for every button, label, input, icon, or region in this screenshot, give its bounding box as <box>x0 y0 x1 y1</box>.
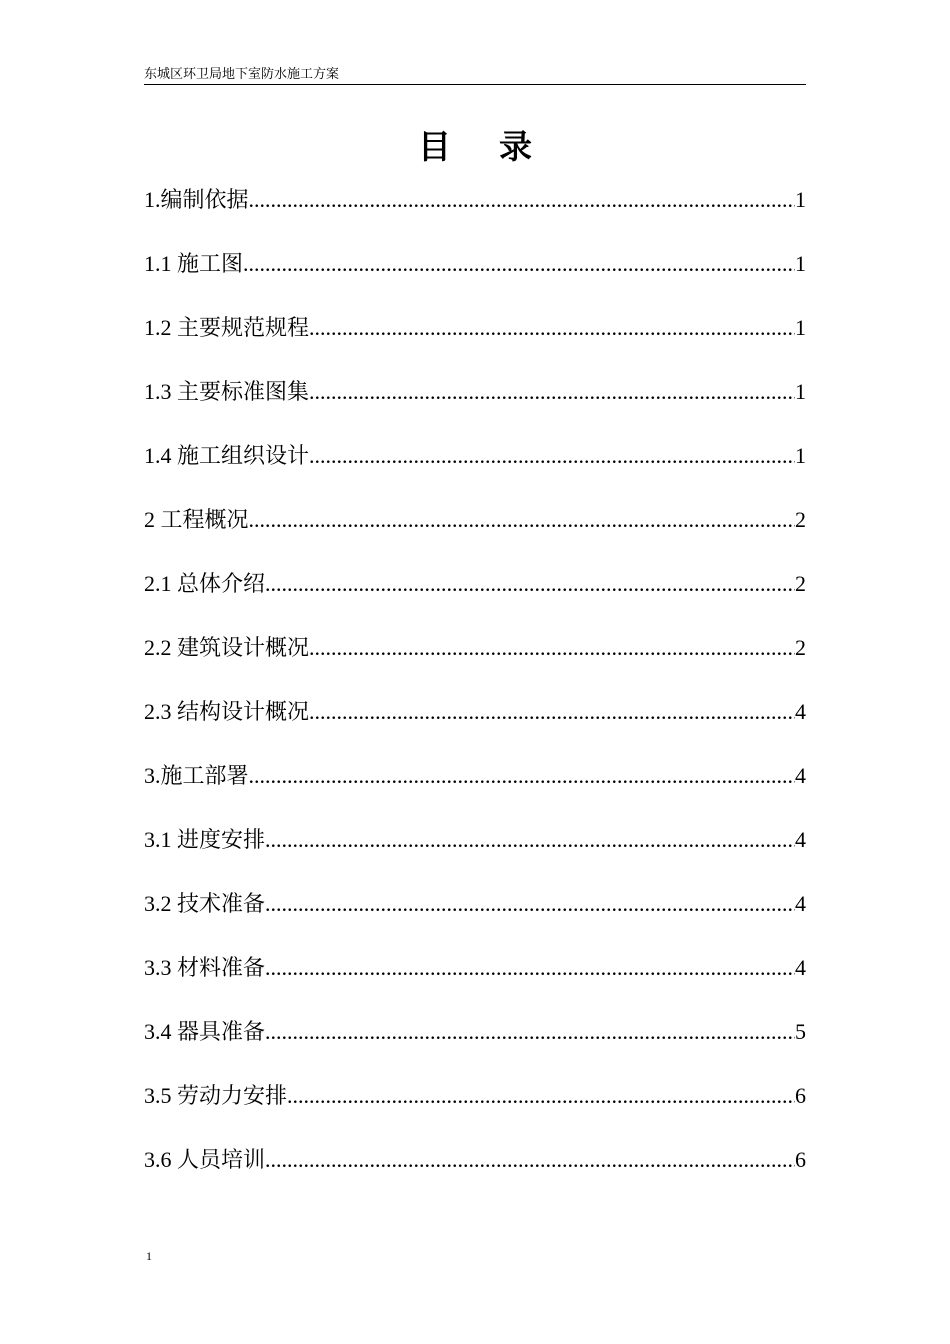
toc-title: 目录 <box>418 130 580 166</box>
toc-item-label: 1.2 主要规范规程 <box>144 315 310 340</box>
toc-leader-dots <box>309 628 795 668</box>
toc-item-page: 2 <box>795 571 806 596</box>
toc-leader-dots <box>309 436 795 476</box>
toc-item[interactable] <box>144 884 806 948</box>
toc-leader-dots <box>249 180 795 220</box>
toc-item[interactable] <box>144 180 806 244</box>
toc-leader-dots <box>265 564 795 604</box>
toc-leader-dots <box>309 692 795 732</box>
toc-item-page: 1 <box>795 443 806 468</box>
toc-leader-dots <box>265 884 795 924</box>
toc-leader-dots <box>309 308 795 348</box>
toc-leader-dots <box>265 948 795 988</box>
toc-item-page: 4 <box>795 955 806 980</box>
toc-item-label: 2 工程概况 <box>144 507 249 532</box>
toc-item-label: 3.1 进度安排 <box>144 827 266 852</box>
toc-item-page: 4 <box>795 763 806 788</box>
header-rule <box>144 84 806 85</box>
toc-item-label: 3.2 技术准备 <box>144 891 266 916</box>
toc-item-label: 2.1 总体介绍 <box>144 571 266 596</box>
running-header: 东城区环卫局地下室防水施工方案 <box>144 66 340 81</box>
toc-item-page: 5 <box>795 1019 806 1044</box>
toc-item[interactable] <box>144 500 806 564</box>
toc-item-label: 2.2 建筑设计概况 <box>144 635 310 660</box>
toc-item-label: 3.4 器具准备 <box>144 1019 266 1044</box>
toc-item-page: 4 <box>795 891 806 916</box>
toc-item[interactable] <box>144 372 806 436</box>
toc-item-label: 1.4 施工组织设计 <box>144 443 310 468</box>
toc-item-page: 1 <box>795 379 806 404</box>
toc-leader-dots <box>265 1012 795 1052</box>
footer-page-number: 1 <box>146 1249 152 1263</box>
toc-item-page: 2 <box>795 635 806 660</box>
toc-item-page: 1 <box>795 187 806 212</box>
toc-item[interactable] <box>144 628 806 692</box>
toc-item-label: 2.3 结构设计概况 <box>144 699 310 724</box>
toc-item-page: 4 <box>795 827 806 852</box>
toc-item-page: 4 <box>795 699 806 724</box>
toc-item[interactable] <box>144 1140 806 1204</box>
toc-item[interactable] <box>144 308 806 372</box>
toc-item-label: 1.编制依据 <box>144 187 249 212</box>
toc-item-page: 6 <box>795 1083 806 1108</box>
toc-leader-dots <box>249 500 795 540</box>
toc-item[interactable] <box>144 1076 806 1140</box>
toc-list <box>144 180 806 1204</box>
toc-item[interactable] <box>144 948 806 1012</box>
toc-leader-dots <box>243 244 795 284</box>
toc-item-page: 2 <box>795 507 806 532</box>
toc-item-page: 1 <box>795 315 806 340</box>
toc-leader-dots <box>249 756 795 796</box>
toc-item-page: 1 <box>795 251 806 276</box>
toc-item-label: 3.3 材料准备 <box>144 955 266 980</box>
toc-item-label: 1.1 施工图 <box>144 251 244 276</box>
toc-leader-dots <box>265 1140 795 1180</box>
toc-item[interactable] <box>144 1012 806 1076</box>
toc-item-label: 3.5 劳动力安排 <box>144 1083 288 1108</box>
toc-item[interactable] <box>144 436 806 500</box>
toc-item-label: 3.6 人员培训 <box>144 1147 266 1172</box>
toc-leader-dots <box>309 372 795 412</box>
toc-item[interactable] <box>144 692 806 756</box>
toc-item[interactable] <box>144 820 806 884</box>
toc-leader-dots <box>265 820 795 860</box>
toc-item[interactable] <box>144 564 806 628</box>
toc-leader-dots <box>287 1076 795 1116</box>
toc-item-page: 6 <box>795 1147 806 1172</box>
toc-item[interactable] <box>144 756 806 820</box>
toc-item[interactable] <box>144 244 806 308</box>
toc-item-label: 3.施工部署 <box>144 763 249 788</box>
toc-item-label: 1.3 主要标准图集 <box>144 379 310 404</box>
